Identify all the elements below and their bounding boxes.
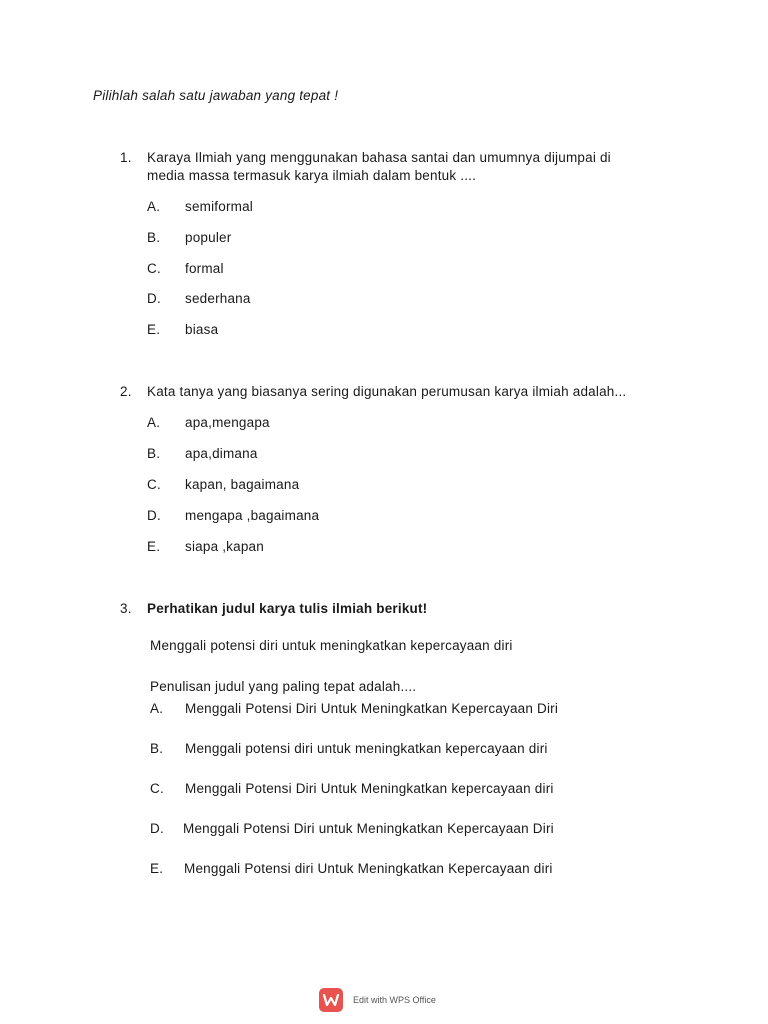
question-text-line: Perhatikan judul karya tulis ilmiah berikut!	[147, 601, 428, 616]
option-text: Menggali Potensi diri Untuk Meningkatkan Kepercayaan diri	[184, 861, 553, 876]
question-text-line: media massa termasuk karya ilmiah dalam bentuk ....	[147, 168, 477, 183]
option-text: formal	[185, 261, 224, 276]
option-letter: D.	[147, 291, 161, 306]
question-prompt: Penulisan judul yang paling tepat adalah....	[150, 679, 417, 694]
option-letter: C.	[147, 477, 161, 492]
option-letter: C.	[147, 261, 161, 276]
option-text: mengapa ,bagaimana	[185, 508, 320, 523]
option-letter: B.	[150, 741, 164, 756]
option-text: Menggali Potensi Diri untuk Meningkatkan Kepercayaan Diri	[183, 821, 554, 836]
option-text: sederhana	[185, 291, 251, 306]
option-letter: C.	[150, 781, 164, 796]
option-text: Menggali potensi diri untuk meningkatkan kepercayaan diri	[185, 741, 548, 756]
option-letter: A.	[150, 701, 164, 716]
question-number: 2.	[120, 384, 132, 399]
option-text: apa,dimana	[185, 446, 258, 461]
question-number: 3.	[120, 601, 132, 616]
option-letter: B.	[147, 446, 161, 461]
option-letter: D.	[147, 508, 161, 523]
option-text: Menggali Potensi Diri Untuk Meningkatkan kepercayaan diri	[185, 781, 554, 796]
option-text: siapa ,kapan	[185, 539, 264, 554]
instruction-text: Pilihlah salah satu jawaban yang tepat !	[93, 88, 339, 103]
option-text: biasa	[185, 322, 219, 337]
option-letter: E.	[147, 539, 161, 554]
option-letter: A.	[147, 199, 161, 214]
option-letter: E.	[150, 861, 164, 876]
question-number: 1.	[120, 150, 132, 165]
wps-office-badge[interactable]	[319, 988, 436, 1012]
example-title: Menggali potensi diri untuk meningkatkan kepercayaan diri	[150, 638, 513, 653]
option-text: semiformal	[185, 199, 254, 214]
option-letter: A.	[147, 415, 161, 430]
option-text: populer	[185, 230, 232, 245]
wps-office-logo-icon	[319, 988, 343, 1012]
question-text-line: Kata tanya yang biasanya sering digunakan perumusan karya ilmiah adalah...	[147, 384, 627, 399]
option-letter: E.	[147, 322, 161, 337]
wps-office-label: Edit with WPS Office	[353, 995, 436, 1005]
option-text: apa,mengapa	[185, 415, 270, 430]
option-letter: D.	[150, 821, 164, 836]
option-letter: B.	[147, 230, 161, 245]
question-text-line: Karaya Ilmiah yang menggunakan bahasa santai dan umumnya dijumpai di	[147, 150, 611, 165]
option-text: Menggali Potensi Diri Untuk Meningkatkan Kepercayaan Diri	[185, 701, 559, 716]
option-text: kapan, bagaimana	[185, 477, 300, 492]
